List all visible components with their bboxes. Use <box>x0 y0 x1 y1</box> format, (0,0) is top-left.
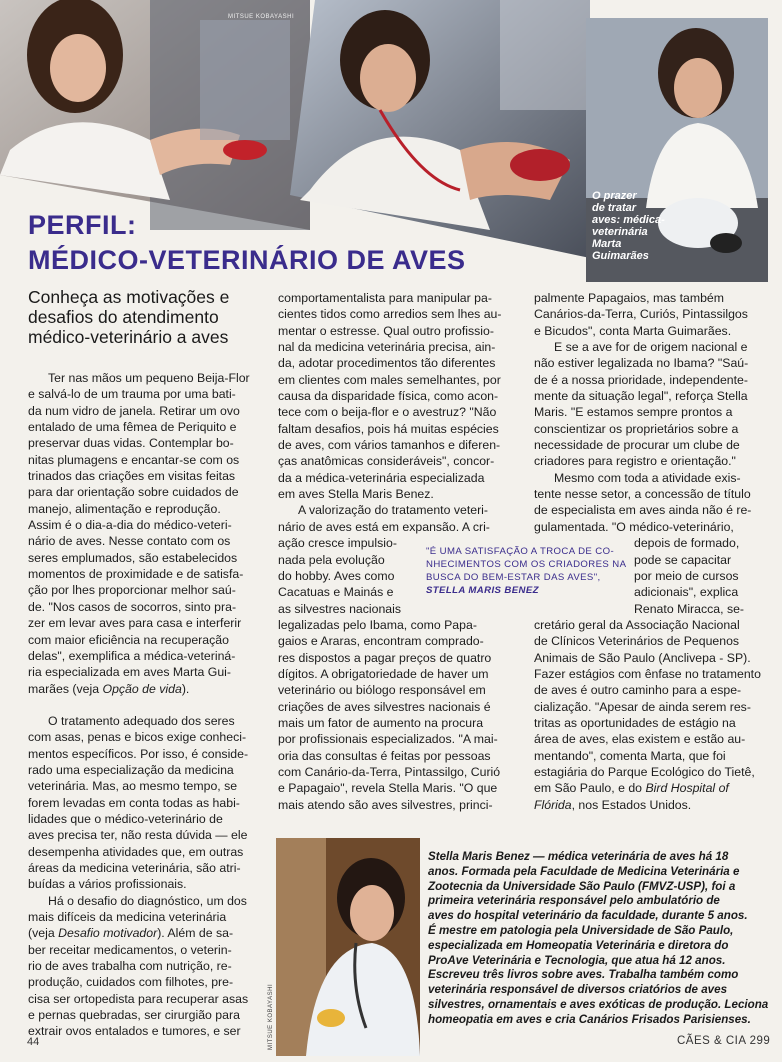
column-1: Ter nas mãos um pequeno Beija-Flor e salvá-lo de um trauma por uma bati- da num vidro de janela. Retirar um ovo entalado de uma fêmea de Periquito e preservar duas vidas. Contemplar bo- nitas plumagens e encantar-se com os trinados das criações em visitas feitas para dar orientação sobre cuidados de manejo, alimentação e reprodução. Assim é o dia-a-dia do médico-veteri- nário de aves. Nesse contato com os seres emplumados, são estabelecidos momentos de proximidade e de satisfa- ção por lhes proporcionar melhor saú- de. "Nos casos de socorros, sinto pra- zer em levar aves para casa e interferir com maior eficiência na recuperação delas", exemplifica a médica-veteriná- ria especializada em aves Marta Gui- marães (veja Opção de vida). O tratamento adequado dos seres com asas, penas e bicos exige conheci- mentos específicos. Por isso, é conside- rado uma especialização da medicina veterinária. Mas, ao mesmo tempo, se forem levadas em conta todas as habi- lidades que o médico-veterinário de aves precisa ter, não resta dúvida — ele desempenha atividades que, em outras áreas da medicina veterinária, são atri- buídas a vários profissionais. Há o desafio do diagnóstico, um dos mais difíceis da medicina veterinária (veja Desafio motivador). Além de sa- ber receitar medicamentos, o veterin- rio de aves trabalha com nutrição, re- produção, cuidados com filhotes, pre- cisa ser ortopedista para recuperar asas e pernas quebradas, ser cirurgião para extrair ovos entalados e tumores, e ser <box>28 371 250 1039</box>
pull-quote-author: STELLA MARIS BENEZ <box>426 585 539 596</box>
photo-stella-maris <box>276 838 420 1056</box>
column-3: palmente Papagaios, mas também Canários-da-Terra, Curiós, Pintassilgos e Bicudos", conta Marta Guimarães. E se a ave for de origem nacional e não estiver legalizada no Ibama? "Saú- de é a nossa prioridade, independente- mente da situação legal", reforça Stella Maris. "E estamos sempre prontos a conscientizar os proprietários sobre a necessidade de procurar um clube de criadores para registro e orientação." Mesmo com toda a atividade exis- tente nesse setor, a concessão de título de especialista em aves ainda não é re- gulamentada. "O médico-veterinário, depois de formado, pode se capacitar por meio de cursos adicionais", explica Renato Miracca, se- cretário geral da Associação Nacional de Clínicos Veterinários de Pequenos Animais de São Paulo (Anclivepa - SP). Fazer estágios com ênfase no tratamento de aves é outro caminho para a espe- cialização. "Apesar de ainda serem res- tritas as oportunidades de estágio na área de aves, elas existem e estão au- mentando", comenta Marta, que foi estagiária do Parque Ecológico do Tietê, em São Paulo, e do Bird Hospital of Flórida, nos Estados Unidos. <box>534 291 761 812</box>
page-number-left: 44 <box>27 1036 40 1048</box>
bio-box: Stella Maris Benez — médica veterinária de aves há 18 anos. Formada pela Faculdade de Medicina Veterinária e Zootecnia da Universidade São Paulo (FMVZ-USP), foi a primeira veterinária responsável pelo ambulatório de aves do hospital veterinário da faculdade, durante 5 anos. É mestre em patologia pela Universidade de São Paulo, especializada em Homeopatia Veterinária e diretora do ProAve Veterinária e Tecnologia, que atua há 12 anos. Escreveu três livros sobre aves. Trabalha também como veterinária responsável de diversos criatórios de aves silvestres, ornamentais e aves exóticas de produção. Leciona homeopatia em aves e cria Canários Frisados Parisienses. <box>428 850 769 1026</box>
pull-quote: "É UMA SATISFAÇÃO A TROCA DE CO- NHECIMENTOS COM OS CRIADORES NA BUSCA DO BEM-ESTAR DAS AVES", STELLA MARIS BENEZ <box>426 546 627 596</box>
lead-paragraph: Conheça as motivações e desafios do atendimento médico-veterinário a aves <box>28 287 230 347</box>
title-line-1: PERFIL: <box>28 210 137 240</box>
photo-caption: O prazer de tratar aves: médica- veterinária Marta Guimarães <box>592 190 665 262</box>
magazine-footer: CÃES & CIA 299 <box>677 1035 771 1047</box>
column-2: comportamentalista para manipular pa- cientes tidos como arredios sem lhes au- mentar o estresse. Qual outro profissio- nal da medicina veterinária precisa, ain- da, adotar procedimentos tão diferentes em clientes com males semelhantes, por causa da disparidade física, como acon- tece com o beija-flor e o avestruz? "Não faltam desafios, pois há muitas espécies de aves, com vários tamanhos e diferen- ças anatômicas consideráveis", concor- da a médica-veterinária especializada em aves Stella Maris Benez. A valorização do tratamento veteri- nário de aves está em expansão. A cri- ação cresce impulsio- nada pela evolução do hobby. Aves como Cacatuas e Mainás e as silvestres nacionais legalizadas pelo Ibama, como Papa- gaios e Araras, encontram comprado- res dispostos a pagar preços de quatro dígitos. A obrigatoriedade de haver um veterinário ou biólogo responsável em criações de aves silvestres nacionais é mais um fator de aumento na procura por profissionais especializados. "A mai- oria das consultas é feitas por pessoas com Canário-da-Terra, Pintassilgo, Curió e Papagaio", revela Stella Maris. "O que mais atendo são aves silvestres, princi- <box>278 291 502 812</box>
title-line-2: MÉDICO-VETERINÁRIO DE AVES <box>28 245 466 275</box>
photo-credit-bottom: MITSUE KOBAYASHI <box>268 983 274 1050</box>
photo-credit: MITSUE KOBAYASHI <box>228 14 295 20</box>
photo-vet-hummingbird <box>0 0 310 230</box>
photo-vet-stethoscope <box>290 0 590 258</box>
